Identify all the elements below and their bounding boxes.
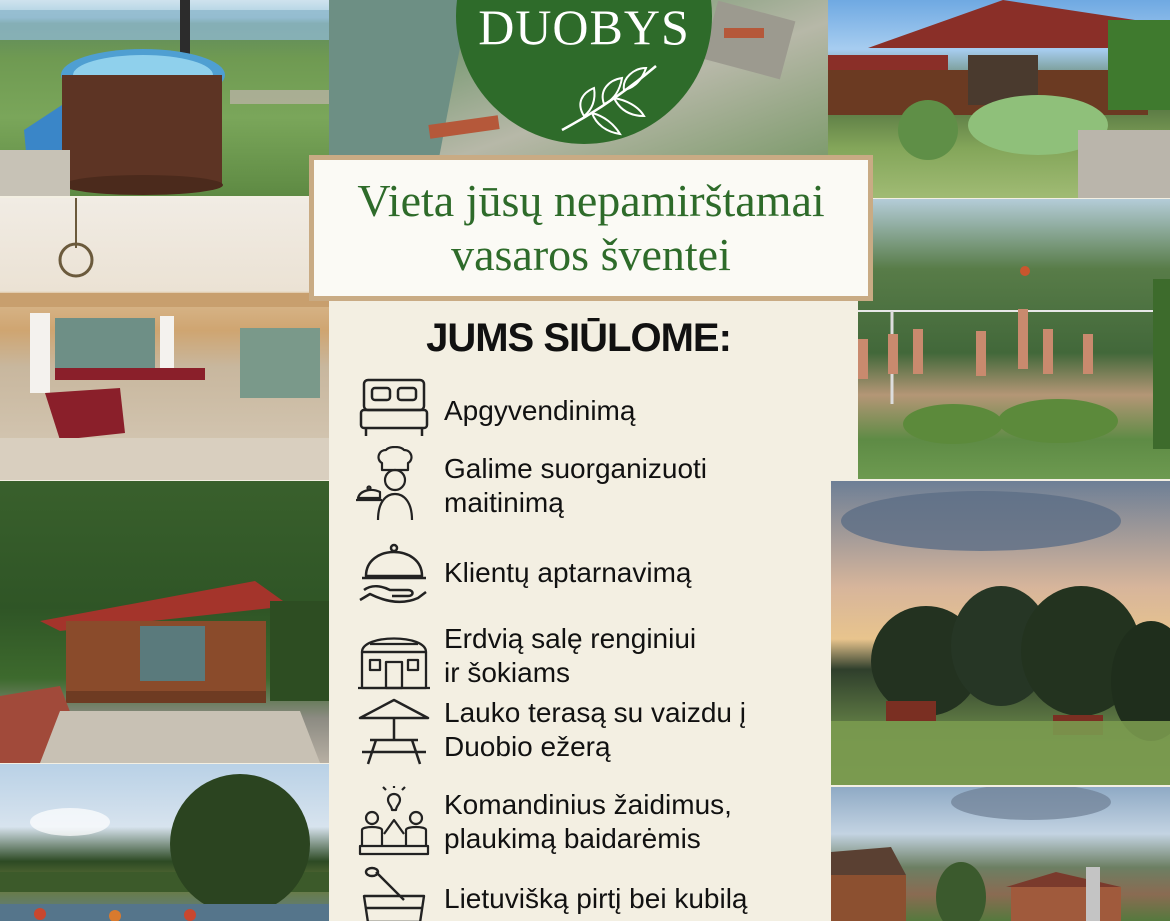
offer-item-activities (356, 786, 826, 866)
offer-item-label: Komandinius žaidimus, plaukimą baidarėmis (444, 789, 732, 854)
sunset-lake-photo (831, 481, 1170, 785)
offer-item-label: Lietuvišką pirtį bei kubilą (444, 883, 748, 914)
picnic-table-umbrella-icon (356, 692, 432, 768)
sauna-bucket-icon (356, 866, 432, 921)
offer-item-accommodation (356, 378, 826, 438)
chef-icon (356, 446, 432, 522)
offer-item-label: Erdvią salę renginiui ir šokiams (444, 623, 697, 688)
tagline-line-1: Vieta jūsų nepamirštamai (357, 175, 825, 226)
offer-item-label: Apgyvendinimą (444, 395, 636, 426)
offer-item-label: Galime suorganizuoti maitinimą (444, 453, 708, 518)
serving-cloche-icon (356, 540, 432, 616)
bed-icon (356, 370, 432, 446)
offer-heading: JUMS SIŪLOME: (426, 316, 731, 360)
team-games-icon (356, 786, 432, 862)
beach-volleyball-photo (858, 199, 1170, 479)
offer-item-label: Klientų aptarnavimą (444, 557, 692, 588)
offer-item-sauna (356, 866, 826, 921)
offer-item-service (356, 540, 826, 610)
lakeside-cabin-photo (0, 481, 329, 763)
offer-item-hall (356, 618, 826, 698)
lake-kayaks-photo (0, 764, 329, 921)
village-houses-photo (831, 787, 1170, 921)
leaf-branch-icon (554, 58, 664, 138)
offer-item-terrace (356, 697, 826, 774)
offer-item-label: Lauko terasą su vaizdu į Duobio ežerą (444, 697, 746, 762)
offer-item-catering (356, 446, 826, 530)
event-hall-icon (356, 622, 432, 698)
brand-name: DUOBYS (478, 0, 690, 55)
wooden-house-photo (828, 0, 1170, 198)
hot-tub-photo (0, 0, 329, 196)
tagline-line-2: vasaros šventei (451, 229, 731, 280)
tagline-box (309, 155, 873, 301)
banquet-hall-photo (0, 198, 329, 480)
